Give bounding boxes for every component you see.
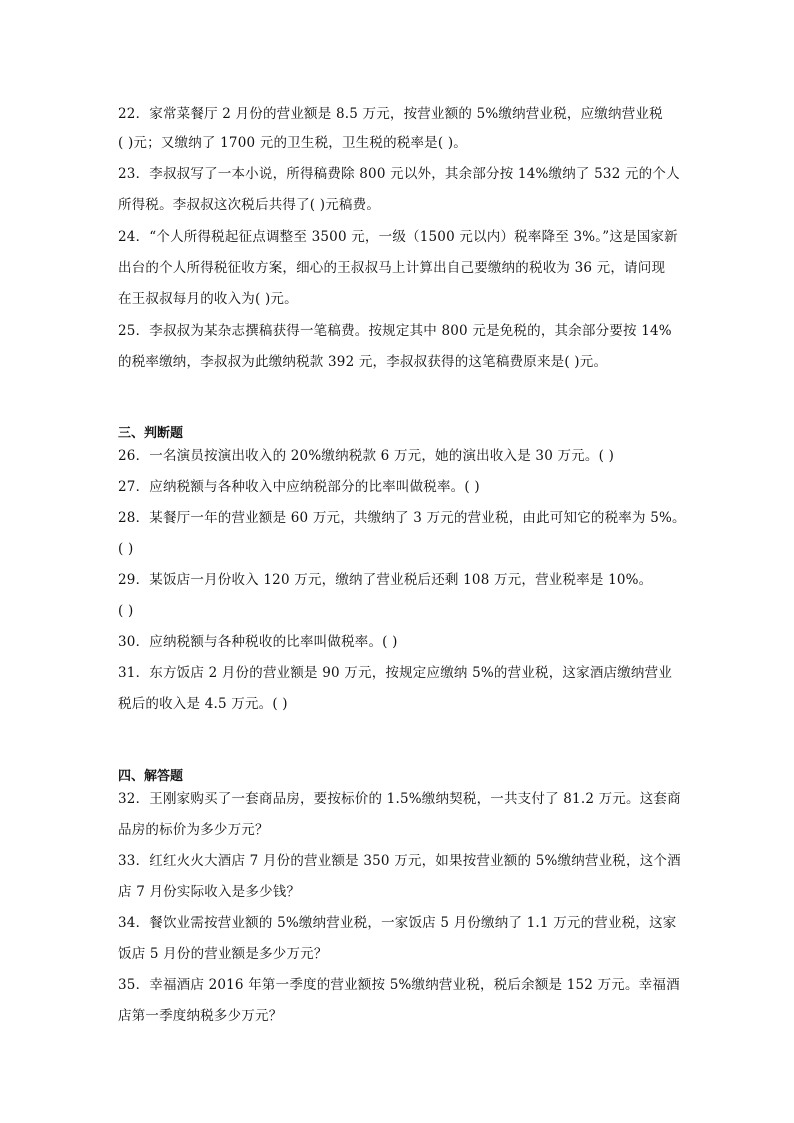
question-29-answer: ( ) <box>118 603 134 619</box>
question-32-line-1: 32．王刚家购买了一套商品房，要按标价的 1.5%缴纳契税，一共支付了 81.2 万元。这套商 <box>118 791 681 807</box>
question-34-line-1: 34．餐饮业需按营业额的 5%缴纳营业税，一家饭店 5 月份缴纳了 1.1 万元的营业税，这家 <box>118 915 677 931</box>
question-22-line-2: ( )元；又缴纳了 1700 元的卫生税，卫生税的税率是( )。 <box>118 135 467 151</box>
question-35-line-2: 店第一季度纳税多少万元？ <box>118 1008 283 1024</box>
section-heading-judgement: 三、判断题 <box>118 426 184 441</box>
question-27: 27．应纳税额与各种收入中应纳税部分的比率叫做税率。( ) <box>118 479 480 495</box>
section-heading-answers: 四、解答题 <box>118 769 184 784</box>
question-31-line-2: 税后的收入是 4.5 万元。( ) <box>118 696 288 712</box>
question-26: 26．一名演员按演出收入的 20%缴纳税款 6 万元，她的演出收入是 30 万元。( ) <box>118 448 615 464</box>
question-22-line-1: 22．家常菜餐厅 2 月份的营业额是 8.5 万元，按营业额的 5%缴纳营业税，应缴纳营业税 <box>118 106 663 122</box>
question-23-line-1: 23．李叔叔写了一本小说，所得稿费除 800 元以外，其余部分按 14%缴纳了 532 元的个人 <box>118 166 680 182</box>
question-24-line-3: 在王叔叔每月的收入为( )元。 <box>118 291 298 307</box>
question-25-line-2: 的税率缴纳，李叔叔为此缴纳税款 392 元，李叔叔获得的这笔稿费原来是( )元。 <box>118 354 608 370</box>
question-31-line-1: 31．东方饭店 2 月份的营业额是 90 万元，按规定应缴纳 5%的营业税，这家酒店缴纳营业 <box>118 665 673 681</box>
question-24-line-1: 24．“个人所得税起征点调整至 3500 元，一级（1500 元以内）税率降至 3%。”这是国家新 <box>118 229 678 245</box>
question-24-line-2: 出台的个人所得税征收方案，细心的王叔叔马上计算出自己要缴纳的税收为 36 元，请问现 <box>118 260 666 276</box>
question-28-line-1: 28．某餐厅一年的营业额是 60 万元，共缴纳了 3 万元的营业税，由此可知它的税率为 5%。 <box>118 510 686 526</box>
question-23-line-2: 所得税。李叔叔这次税后共得了( )元稿费。 <box>118 197 381 213</box>
question-34-line-2: 饭店 5 月份的营业额是多少万元？ <box>118 946 328 962</box>
question-33-line-1: 33．红红火火大酒店 7 月份的营业额是 350 万元，如果按营业额的 5%缴纳营业税，这个酒 <box>118 853 681 869</box>
question-35-line-1: 35．幸福酒店 2016 年第一季度的营业额按 5%缴纳营业税，税后余额是 152 万元。幸福酒 <box>118 977 680 993</box>
question-33-line-2: 店 7 月份实际收入是多少钱？ <box>118 884 301 900</box>
question-30: 30．应纳税额与各种税收的比率叫做税率。( ) <box>118 634 398 650</box>
question-29-line-1: 29．某饭店一月份收入 120 万元，缴纳了营业税后还剩 108 万元，营业税率是 10%。 <box>118 572 653 588</box>
question-25-line-1: 25．李叔叔为某杂志撰稿获得一笔稿费。按规定其中 800 元是免税的，其余部分要按 14% <box>118 323 672 339</box>
question-28-answer: ( ) <box>118 541 134 557</box>
question-32-line-2: 品房的标价为多少万元？ <box>118 822 269 838</box>
